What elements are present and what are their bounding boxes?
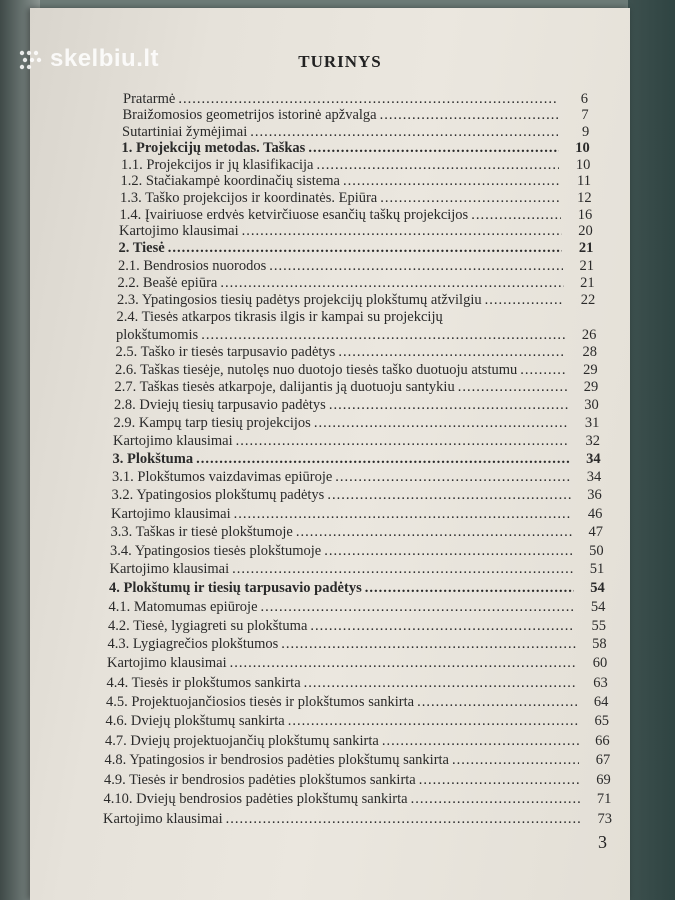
toc-entry-page: 26 bbox=[581, 326, 597, 343]
toc-entry-label: 4.4. Tiesės ir plokštumos sankirta bbox=[106, 674, 301, 691]
toc-entry-page: 29 bbox=[583, 361, 598, 378]
toc-entry bbox=[110, 561, 605, 578]
toc-entry-page: 7 bbox=[581, 107, 589, 124]
toc-entry-leader-dots bbox=[327, 487, 570, 504]
toc-entry-page: 21 bbox=[578, 240, 594, 257]
toc-entry-leader-dots bbox=[314, 415, 569, 432]
toc-entry-leader-dots bbox=[201, 327, 565, 344]
toc-entry bbox=[103, 811, 612, 828]
toc-entry bbox=[123, 107, 589, 124]
toc-entry-page: 21 bbox=[580, 274, 595, 291]
toc-entry bbox=[119, 240, 594, 257]
toc-entry bbox=[122, 124, 589, 141]
toc-entry-label: plokštumomis bbox=[116, 326, 199, 343]
toc-entry-leader-dots bbox=[236, 433, 569, 450]
toc-entry-page: 71 bbox=[596, 791, 612, 808]
toc-entry bbox=[115, 362, 598, 379]
toc-entry bbox=[111, 506, 602, 523]
toc-entry-leader-dots bbox=[304, 675, 577, 692]
toc-entry-leader-dots bbox=[288, 713, 578, 730]
toc-entry-label: 4.5. Projektuojančiosios tiesės ir plokštumos sankirta bbox=[106, 693, 415, 710]
toc-entry-page: 63 bbox=[593, 674, 608, 691]
toc-entry-label: 4.2. Tiesė, lygiagreti su plokštuma bbox=[108, 617, 308, 634]
toc-entry-label: 2.2. Beašė epiūra bbox=[117, 274, 218, 291]
toc-entry-label: 2.4. Tiesės atkarpos tikrasis ilgis ir kampai su projekcijų bbox=[116, 309, 443, 326]
toc-entry-leader-dots bbox=[308, 140, 558, 157]
toc-entry-leader-dots bbox=[281, 636, 575, 653]
toc-entry bbox=[107, 655, 607, 672]
toc-entry-leader-dots bbox=[269, 258, 563, 275]
toc-entry-label: Sutartiniai žymėjimai bbox=[122, 123, 248, 140]
toc-entry-leader-dots bbox=[485, 292, 565, 309]
toc-entry-label: 3.1. Plokštumos vaizdavimas epiūroje bbox=[112, 469, 333, 486]
toc-entry bbox=[109, 580, 605, 597]
toc-entry-page: 34 bbox=[586, 451, 601, 468]
toc-entry-page: 55 bbox=[591, 617, 606, 634]
toc-entry-label: 4.6. Dviejų plokštumų sankirta bbox=[105, 713, 285, 730]
toc-entry-leader-dots bbox=[335, 469, 570, 486]
toc-entry-label: 2.5. Taško ir tiesės tarpusavio padėtys bbox=[115, 344, 336, 361]
toc-entry-page: 28 bbox=[582, 344, 597, 361]
toc-entry-leader-dots bbox=[417, 694, 577, 711]
toc-entry-page: 6 bbox=[580, 91, 588, 107]
toc-entry-leader-dots bbox=[230, 655, 577, 672]
toc-entry bbox=[118, 275, 595, 292]
toc-entry-label: 4.9. Tiesės ir bendrosios padėties plokštumos sankirta bbox=[104, 771, 416, 788]
toc-entry-label: 4.1. Matomumas epiūroje bbox=[108, 598, 258, 615]
toc-entry-leader-dots bbox=[471, 207, 561, 224]
toc-entry-page: 51 bbox=[589, 561, 605, 578]
toc-entry-label: 4. Plokštumų ir tiesių tarpusavio padėtys bbox=[109, 579, 362, 596]
toc-entry-leader-dots bbox=[411, 791, 581, 808]
toc-entry bbox=[107, 675, 608, 692]
toc-entry-label: 2.6. Taškas tiesėje, nutolęs nuo duotojo tiesės taško duotuoju atstumu bbox=[115, 361, 518, 378]
toc-entry-leader-dots bbox=[317, 157, 560, 174]
toc-entry bbox=[104, 772, 611, 789]
toc-entry-page: 29 bbox=[583, 379, 599, 396]
toc-entry-leader-dots bbox=[234, 506, 572, 523]
toc-entry-page: 60 bbox=[592, 655, 608, 672]
toc-entry-leader-dots bbox=[458, 379, 567, 396]
toc-entry-label: 1.1. Projekcijos ir jų klasifikacija bbox=[121, 156, 314, 173]
toc-entry-label: 4.3. Lygiagrečios plokštumos bbox=[107, 636, 279, 653]
toc-entry-page: 67 bbox=[595, 752, 611, 768]
toc-entry-label: Kartojimo klausimai bbox=[103, 811, 223, 827]
toc-entry bbox=[113, 451, 601, 468]
toc-entry-page: 31 bbox=[584, 415, 600, 432]
toc-entry bbox=[108, 618, 606, 635]
toc-entry bbox=[122, 140, 590, 157]
toc-entry bbox=[117, 309, 596, 326]
toc-entry-label: 3.4. Ypatingosios tiesės plokštumoje bbox=[110, 542, 322, 559]
toc-entry-page: 65 bbox=[594, 713, 609, 730]
toc-entry-page: 69 bbox=[596, 771, 611, 788]
toc-entry-label: 4.8. Ypatingosios ir bendrosios padėties plokštumų sankirta bbox=[104, 752, 449, 768]
toc-entry-label: Kartojimo klausimai bbox=[119, 223, 239, 240]
toc-entry-leader-dots bbox=[226, 811, 581, 828]
toc-entry bbox=[121, 157, 590, 174]
toc-entry-label: 2.8. Dviejų tiesių tarpusavio padėtys bbox=[114, 397, 326, 414]
toc-entry-label: 4.10. Dviejų bendrosios padėties plokštumų sankirta bbox=[103, 791, 408, 808]
toc-entry-leader-dots bbox=[382, 733, 579, 750]
toc-entry-label: 2. Tiesė bbox=[118, 240, 165, 257]
toc-entry-label: Kartojimo klausimai bbox=[113, 433, 233, 449]
toc-entry-label: 3. Plokštuma bbox=[112, 451, 194, 468]
toc-entry bbox=[106, 694, 608, 711]
watermark-text: skelbiu.lt bbox=[50, 45, 160, 72]
toc-entry-label: 4.7. Dviejų projektuojančių plokštumų sankirta bbox=[105, 732, 379, 749]
page-number: 3 bbox=[598, 832, 607, 852]
toc-entry-page: 73 bbox=[597, 811, 612, 827]
toc-entry-page: 10 bbox=[575, 140, 590, 156]
toc-entry bbox=[119, 223, 593, 240]
toc-entry-page: 36 bbox=[587, 487, 602, 504]
watermark bbox=[18, 44, 159, 74]
toc-entry-page: 50 bbox=[589, 542, 604, 559]
toc-entry-leader-dots bbox=[168, 240, 563, 257]
toc-entry-leader-dots bbox=[296, 524, 572, 541]
toc-entry bbox=[112, 469, 601, 486]
toc-entry-label: 1.4. Įvairiuose erdvės ketvirčiuose esančių taškų projekcijos bbox=[119, 206, 469, 223]
toc-entry-leader-dots bbox=[232, 561, 573, 578]
toc-entry-page: 47 bbox=[588, 524, 603, 541]
toc-entry-label: 3.2. Ypatingosios plokštumų padėtys bbox=[111, 487, 325, 504]
toc-entry-leader-dots bbox=[380, 107, 558, 124]
toc-entry-leader-dots bbox=[220, 275, 563, 292]
toc-entry-leader-dots bbox=[452, 752, 579, 769]
toc-entry-label: Pratarmė bbox=[123, 91, 176, 107]
toc-entry-label: 2.1. Bendrosios nuorodos bbox=[118, 257, 267, 274]
toc-entry-leader-dots bbox=[178, 91, 557, 108]
toc-entry bbox=[105, 733, 610, 750]
toc-entry-leader-dots bbox=[338, 344, 566, 361]
toc-entry bbox=[109, 599, 606, 616]
toc-entry bbox=[116, 344, 598, 361]
toc-entry bbox=[117, 292, 595, 309]
toc-entry bbox=[120, 190, 592, 207]
toc-entry bbox=[118, 258, 594, 275]
toc-entry-page: 16 bbox=[577, 206, 593, 223]
toc-entry-label: Braižomosios geometrijos istorinė apžvalga bbox=[122, 107, 377, 124]
toc-entry bbox=[114, 397, 599, 414]
toc-entry-label: 1. Projekcijų metodas. Taškas bbox=[121, 140, 306, 156]
toc-entry-page: 64 bbox=[593, 693, 609, 710]
toc-entry-page: 58 bbox=[592, 636, 607, 653]
toc-entry-page: 10 bbox=[575, 156, 591, 173]
toc-entry bbox=[121, 173, 592, 190]
toc-entry-leader-dots bbox=[365, 580, 574, 597]
book-cover-edge bbox=[628, 0, 675, 900]
toc-entry-page: 11 bbox=[577, 173, 591, 190]
page-title: TURINYS bbox=[298, 52, 382, 71]
toc-entry-leader-dots bbox=[196, 451, 570, 468]
toc-entry bbox=[113, 433, 600, 450]
toc-entry-leader-dots bbox=[329, 397, 568, 414]
toc-entry-leader-dots bbox=[419, 772, 580, 789]
toc-entry-label: Kartojimo klausimai bbox=[109, 561, 230, 578]
toc-entry bbox=[115, 379, 599, 396]
toc-entry-page: 22 bbox=[580, 291, 596, 308]
toc-entry-page: 12 bbox=[577, 189, 592, 206]
toc-entry-leader-dots bbox=[250, 124, 558, 141]
toc-entry bbox=[105, 752, 611, 769]
toc-entry-leader-dots bbox=[324, 543, 572, 560]
toc-entry-label: 1.3. Taško projekcijos ir koordinatės. Epiūra bbox=[120, 189, 378, 206]
toc-entry bbox=[120, 207, 593, 224]
toc-entry bbox=[112, 487, 602, 504]
toc-entry bbox=[111, 524, 604, 541]
toc-entry-label: 2.7. Taškas tiesės atkarpoje, dalijantis ją duotuoju santykiu bbox=[114, 379, 455, 396]
toc-entry bbox=[116, 327, 596, 344]
toc-entry-page: 9 bbox=[581, 123, 590, 140]
toc-entry-leader-dots bbox=[261, 599, 575, 616]
toc-entry-page: 32 bbox=[585, 433, 600, 449]
toc-entry-label: 1.2. Stačiakampė koordinačių sistema bbox=[120, 173, 340, 190]
toc-entry-label: Kartojimo klausimai bbox=[111, 505, 231, 522]
toc-entry-page: 21 bbox=[579, 257, 594, 274]
toc-entry-page: 54 bbox=[590, 579, 605, 596]
toc-entry-page: 30 bbox=[584, 397, 599, 414]
toc-entry-label: 2.9. Kampų tarp tiesių projekcijos bbox=[113, 415, 311, 432]
toc-entry bbox=[106, 713, 610, 730]
toc-entry-leader-dots bbox=[380, 190, 560, 207]
toc-entry-leader-dots bbox=[520, 362, 566, 379]
toc-entry-page: 46 bbox=[587, 505, 603, 522]
toc-entry-page: 34 bbox=[586, 469, 602, 486]
toc-entry bbox=[110, 543, 604, 560]
skelbiu-dots-logo-icon bbox=[18, 48, 44, 70]
toc-entry-leader-dots bbox=[310, 618, 575, 635]
toc-entry-page: 54 bbox=[590, 598, 606, 615]
toc-entry-page: 20 bbox=[578, 223, 593, 240]
toc-entry bbox=[123, 91, 588, 108]
toc-entry-label: 2.3. Ypatingosios tiesių padėtys projekcijų plokštumų atžvilgiu bbox=[117, 291, 482, 308]
toc-entry bbox=[104, 791, 612, 808]
toc-entry-label: Kartojimo klausimai bbox=[107, 655, 227, 672]
toc-entry-page: 66 bbox=[595, 732, 610, 749]
toc-entry-leader-dots bbox=[242, 223, 562, 240]
toc-entry bbox=[114, 415, 600, 432]
toc-entry-label: 3.3. Taškas ir tiesė plokštumoje bbox=[110, 524, 293, 541]
toc-entry bbox=[108, 636, 607, 653]
toc-entry-leader-dots bbox=[343, 173, 560, 190]
